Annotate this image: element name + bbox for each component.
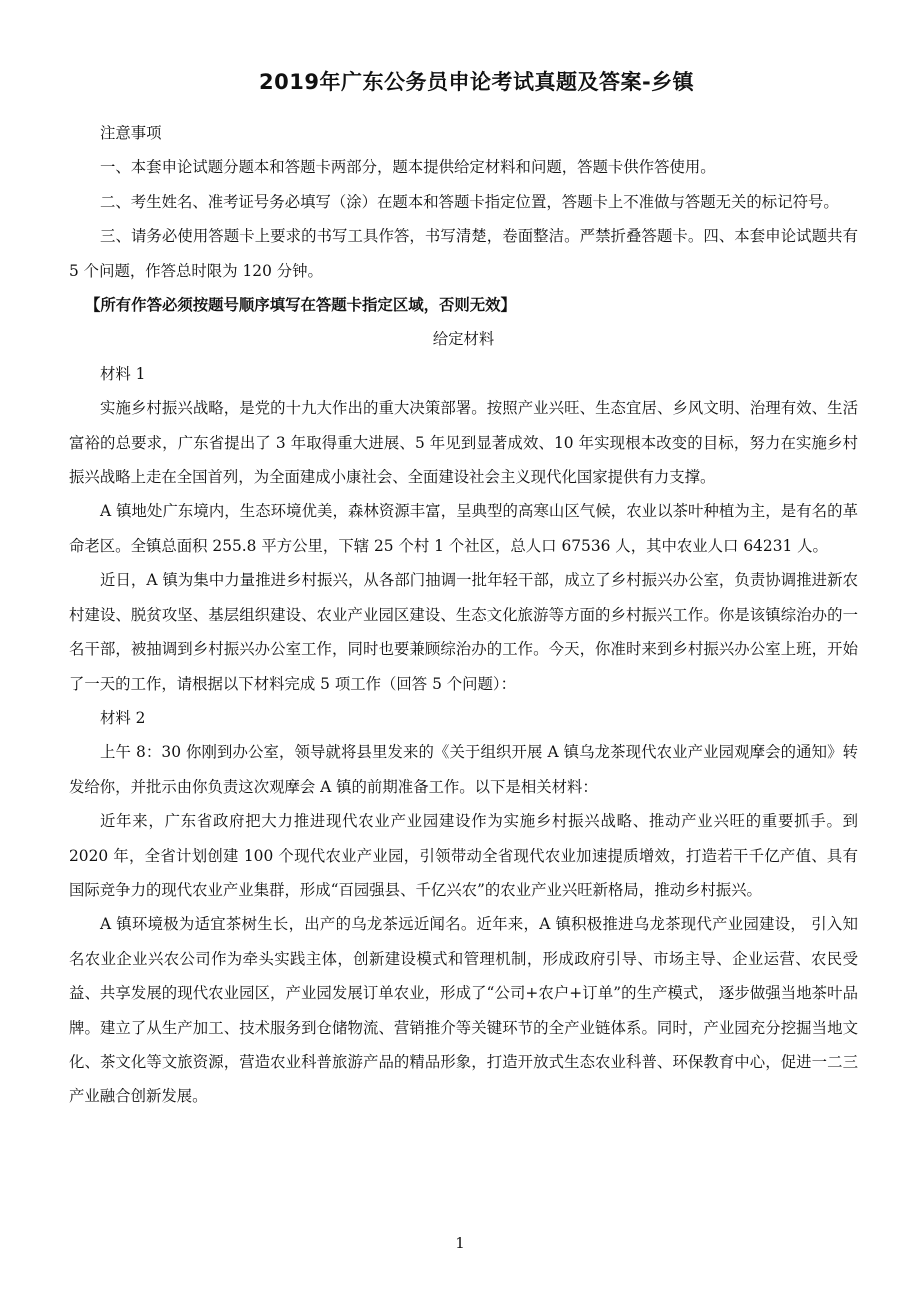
- material-1-paragraph: A 镇地处广东境内，生态环境优美，森林资源丰富，呈典型的高寒山区气候，农业以茶叶种植为主，是有名的革命老区。全镇总面积 255.8 平方公里，下辖 25 个村 1 个社区，总人口 67536 人，其中农业人口 64231 人。: [69, 502, 858, 555]
- material-1-paragraph: 近日，A 镇为集中力量推进乡村振兴，从各部门抽调一批年轻干部，成立了乡村振兴办公室，负责协调推进新农村建设、脱贫攻坚、基层组织建设、农业产业园区建设、生态文化旅游等方面的乡村振兴工作。你是该镇综治办的一名干部，被抽调到乡村振兴办公室工作，同时也要兼顾综治办的工作。今天，你准时来到乡村振兴办公室上班，开始了一天的工作，请根据以下材料完成 5 项工作（回答 5 个问题）：: [69, 571, 858, 693]
- materials-heading: 给定材料: [432, 330, 495, 349]
- material-1-paragraph: 实施乡村振兴战略，是党的十九大作出的重大决策部署。按照产业兴旺、生态宜居、乡风文明、治理有效、生活富裕的总要求，广东省提出了 3 年取得重大进展、5 年见到显著成效、10 年实现根本改变的目标，努力在实施乡村振兴战略上走在全国首列，为全面建成小康社会、全面建设社会主义现代化国家提供有力支撑。: [69, 399, 858, 487]
- document-title: 2019年广东公务员申论考试真题及答案-乡镇: [259, 70, 695, 94]
- notice-item-1: 一、本套申论试题分题本和答题卡两部分，题本提供给定材料和问题，答题卡供作答使用。: [100, 158, 716, 177]
- material-2-paragraph: A 镇环境极为适宜茶树生长，出产的乌龙茶远近闻名。近年来，A 镇积极推进乌龙茶现代产业园建设， 引入知名农业企业兴农公司作为牵头实践主体，创新建设模式和管理机制，形成政府引导、市场主导、企业运营、农民受益、共享发展的现代农业园区，产业园发展订单农业，形成了“公司+农户+订单”的生产模式， 逐步做强当地茶叶品牌。建立了从生产加工、技术服务到仓储物流、营销推介等关键环节的全产业链体系。同时，产业园充分挖掘当地文化、茶文化等文旅资源，营造农业科普旅游产品的精品形象，打造开放式生态农业科普、环保教育中心，促进一二三产业融合创新发展。: [69, 915, 858, 1106]
- notice-item-3: 三、请务必使用答题卡上要求的书写工具作答，书写清楚，卷面整洁。严禁折叠答题卡。四、本套申论试题共有 5 个问题，作答总时限为 120 分钟。: [69, 227, 858, 280]
- material-2-paragraph: 近年来，广东省政府把大力推进现代农业产业园建设作为实施乡村振兴战略、推动产业兴旺的重要抓手。到 2020 年，全省计划创建 100 个现代农业产业园，引领带动全省现代农业加速提质增效，打造若干千亿产值、具有国际竞争力的现代农业产业集群，形成“百园强县、千亿兴农”的农业产业兴旺新格局，推动乡村振兴。: [69, 812, 858, 899]
- material-1-label: 材料 1: [100, 364, 146, 383]
- answer-instruction-note: 【所有作答必须按题号顺序填写在答题卡指定区域，否则无效】: [85, 296, 516, 315]
- notice-item-2: 二、考生姓名、准考证号务必填写（涂）在题本和答题卡指定位置，答题卡上不准做与答题无关的标记符号。: [100, 192, 839, 211]
- notice-heading: 注意事项: [100, 124, 162, 142]
- material-2-label: 材料 2: [100, 708, 146, 727]
- material-2-paragraph: 上午 8：30 你刚到办公室，领导就将县里发来的《关于组织开展 A 镇乌龙茶现代农业产业园观摩会的通知》转发给你，并批示由你负责这次观摩会 A 镇的前期准备工作。以下是相关材料：: [69, 743, 858, 796]
- page-number: 1: [455, 1234, 465, 1252]
